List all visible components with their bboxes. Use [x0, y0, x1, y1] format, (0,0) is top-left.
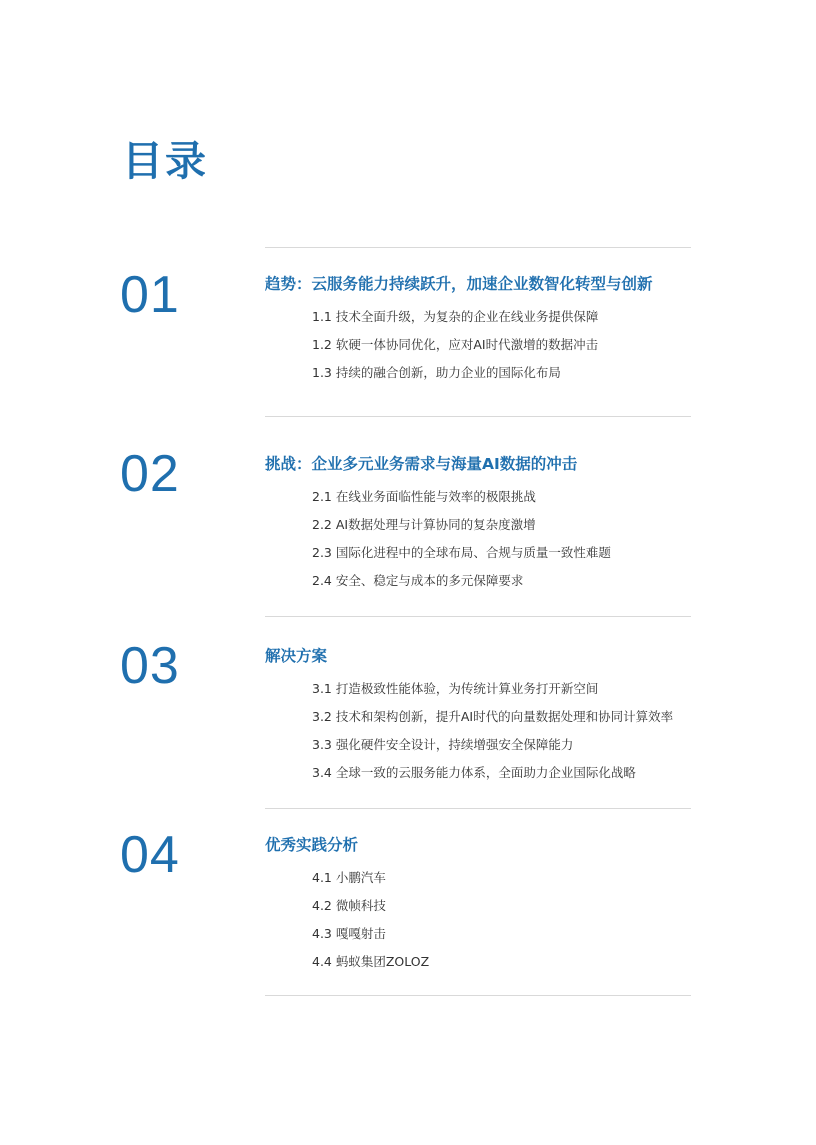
toc-item[interactable]: 3.2 技术和架构创新，提升AI时代的向量数据处理和协同计算效率: [312, 709, 674, 724]
toc-item[interactable]: 1.1 技术全面升级，为复杂的企业在线业务提供保障: [312, 309, 599, 324]
toc-item[interactable]: 2.3 国际化进程中的全球布局、合规与质量一致性难题: [312, 545, 611, 560]
section-heading[interactable]: 优秀实践分析: [265, 836, 359, 854]
toc-item[interactable]: 3.1 打造极致性能体验，为传统计算业务打开新空间: [312, 681, 599, 696]
divider: [265, 616, 691, 617]
section-heading[interactable]: 趋势：云服务能力持续跃升，加速企业数智化转型与创新: [265, 275, 653, 293]
toc-item[interactable]: 3.4 全球一致的云服务能力体系，全面助力企业国际化战略: [312, 765, 636, 780]
toc-item[interactable]: 1.2 软硬一体协同优化，应对AI时代激增的数据冲击: [312, 337, 599, 352]
divider: [265, 995, 691, 996]
toc-item[interactable]: 2.2 AI数据处理与计算协同的复杂度激增: [312, 517, 536, 532]
toc-item[interactable]: 2.4 安全、稳定与成本的多元保障要求: [312, 573, 524, 588]
divider: [265, 808, 691, 809]
section-item-list: [312, 483, 611, 595]
section-number: 01: [120, 266, 180, 324]
divider: [265, 416, 691, 417]
section-item-list: [312, 864, 429, 976]
toc-item[interactable]: 4.2 微帧科技: [312, 898, 386, 913]
toc-item[interactable]: 4.4 蚂蚁集团ZOLOZ: [312, 954, 430, 969]
section-heading[interactable]: 挑战：企业多元业务需求与海量AI数据的冲击: [265, 455, 578, 473]
section-item-list: [312, 675, 673, 787]
section-number: 02: [120, 445, 180, 503]
toc-item[interactable]: 1.3 持续的融合创新，助力企业的国际化布局: [312, 365, 561, 380]
toc-item[interactable]: 3.3 强化硬件安全设计，持续增强安全保障能力: [312, 737, 574, 752]
section-item-list: [312, 303, 598, 387]
page-title: 目录: [122, 137, 208, 185]
section-number: 04: [120, 826, 180, 884]
toc-item[interactable]: 4.1 小鹏汽车: [312, 870, 386, 885]
divider: [265, 247, 691, 248]
section-number: 03: [120, 637, 180, 695]
toc-item[interactable]: 4.3 嘎嘎射击: [312, 926, 386, 941]
section-heading[interactable]: 解决方案: [265, 647, 328, 665]
toc-item[interactable]: 2.1 在线业务面临性能与效率的极限挑战: [312, 489, 536, 504]
